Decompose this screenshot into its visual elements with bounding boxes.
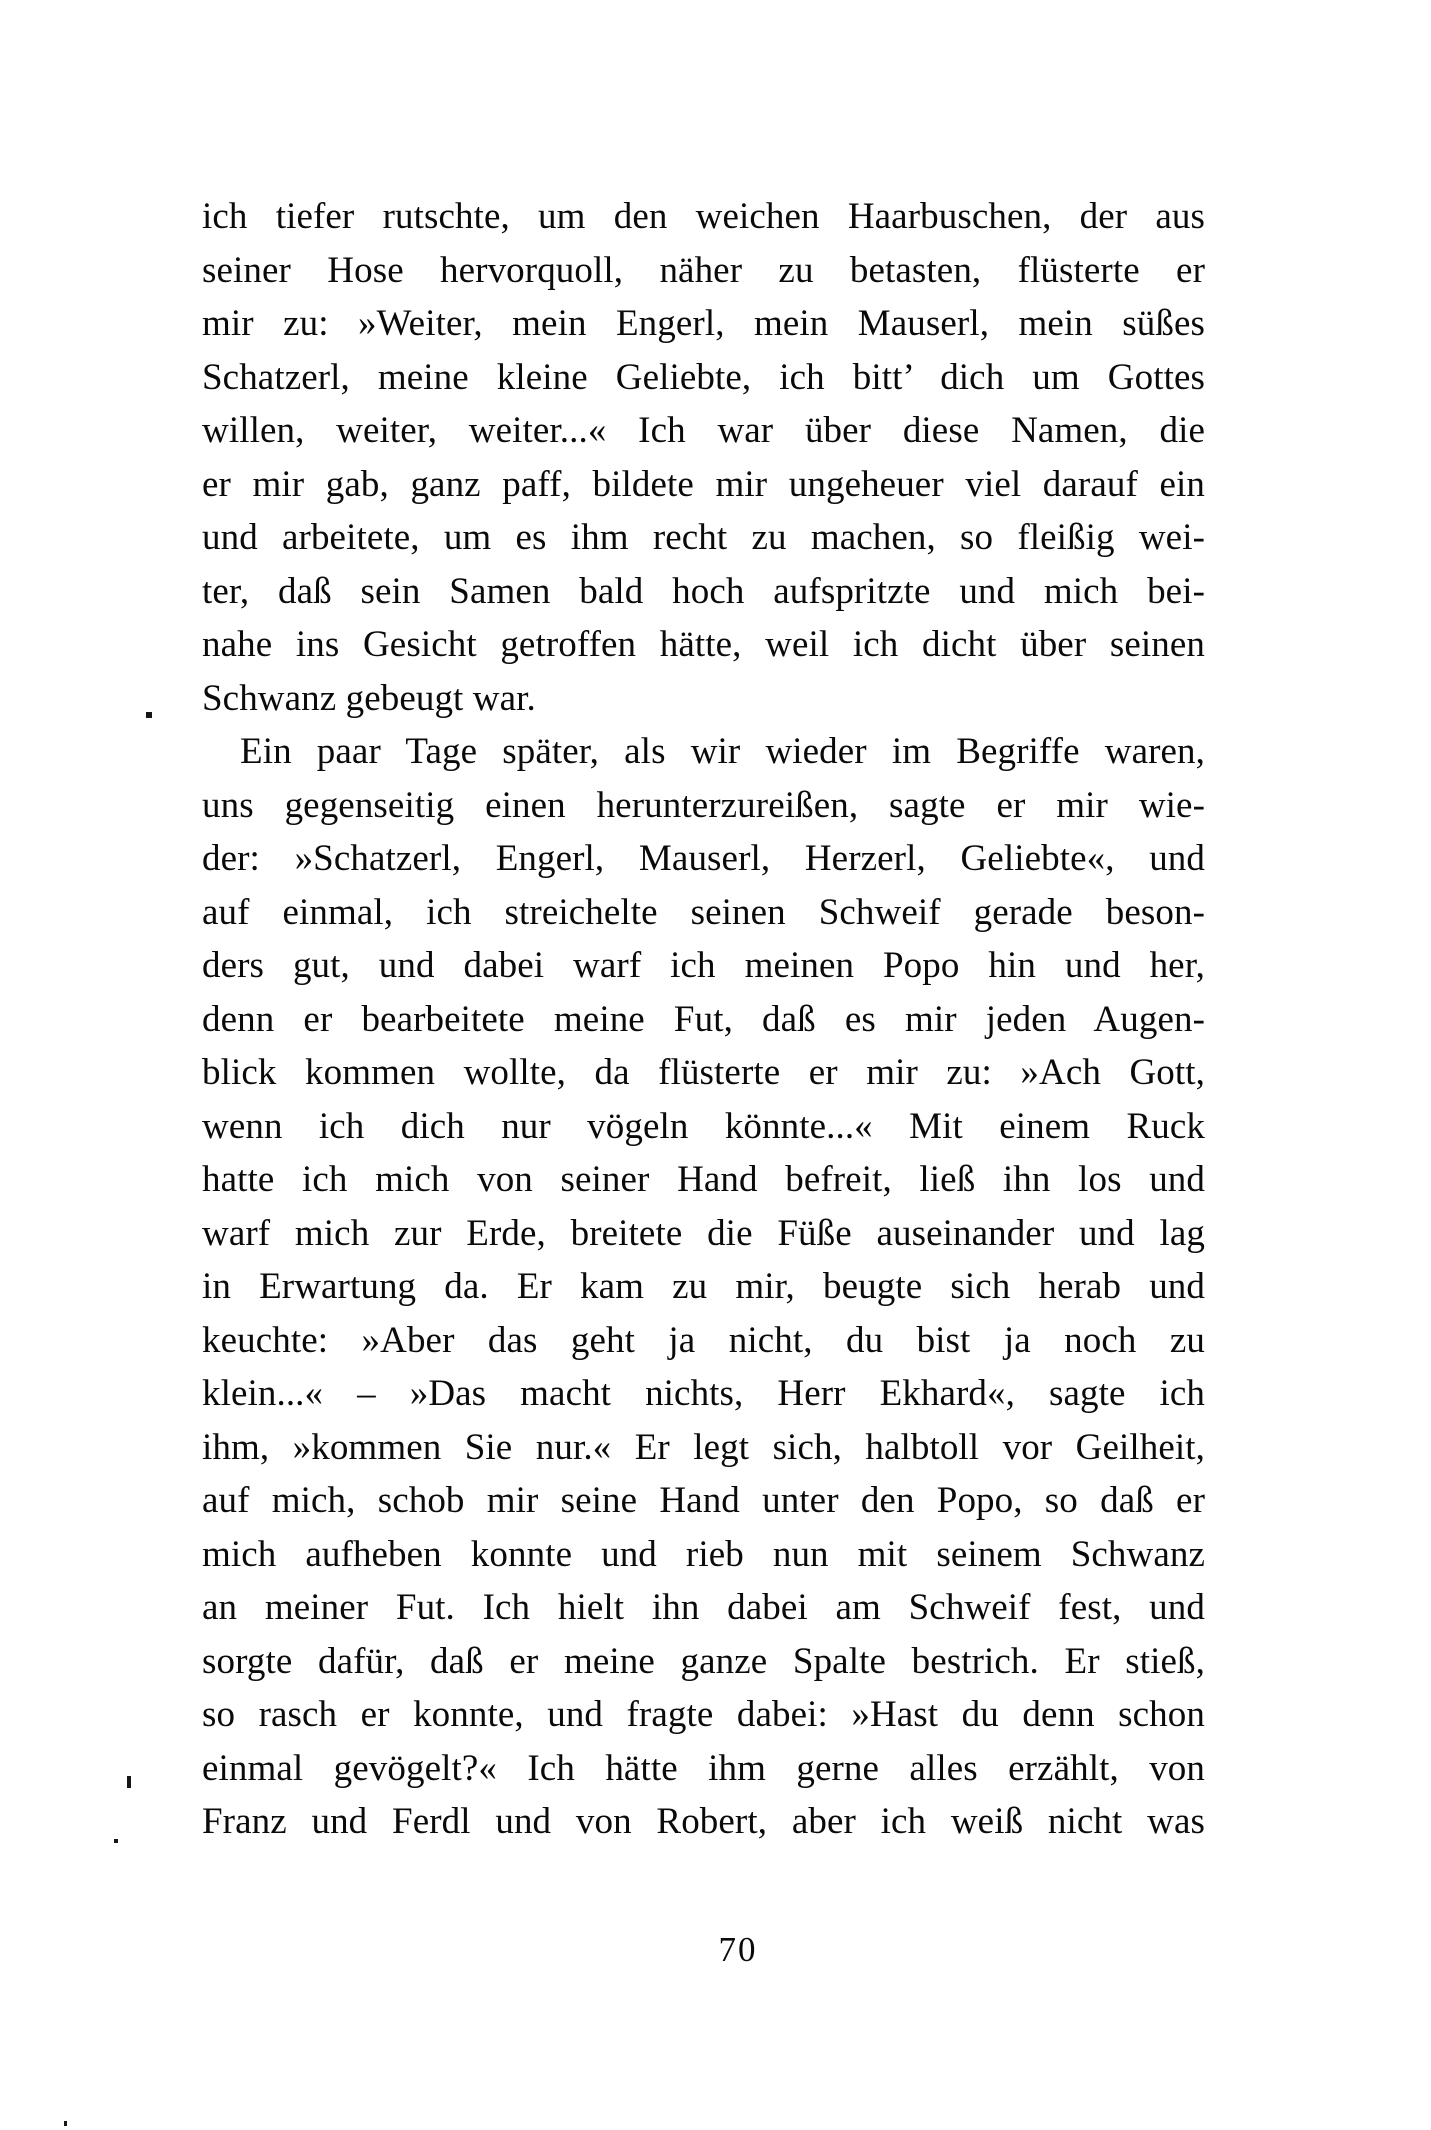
text-line: blick kommen wollte, da flüsterte er mir zu: »Ach Gott, <box>202 1052 1205 1093</box>
text-line: mich aufheben konnte und rieb nun mit seinem Schwanz <box>202 1533 1205 1575</box>
text-line: auf mich, schob mir seine Hand unter den Popo, so daß er <box>202 1480 1205 1521</box>
text-line: uns gegenseitig einen herunterzureißen, sagte er mir wie- <box>202 784 1205 826</box>
text-line-paragraph-start: Ein paar Tage später, als wir wieder im Begriffe waren, <box>240 731 1205 772</box>
text-line: denn er bearbeitete meine Fut, daß es mir jeden Augen- <box>202 998 1205 1040</box>
text-line: und arbeitete, um es ihm recht zu machen, so fleißig wei- <box>202 517 1205 558</box>
body-text <box>202 190 1205 1849</box>
text-line: mir zu: »Weiter, mein Engerl, mein Mauserl, mein süßes <box>202 303 1205 344</box>
text-line: auf einmal, ich streichelte seinen Schweif gerade beson- <box>202 891 1205 933</box>
text-line: der: »Schatzerl, Engerl, Mauserl, Herzerl, Geliebte«, und <box>202 838 1205 879</box>
text-line-paragraph-end: Schwanz gebeugt war. <box>202 677 536 719</box>
text-line: in Erwartung da. Er kam zu mir, beugte sich herab und <box>202 1266 1205 1307</box>
text-line: Schatzerl, meine kleine Geliebte, ich bitt’ dich um Gottes <box>202 356 1205 398</box>
text-line: keuchte: »Aber das geht ja nicht, du bist ja noch zu <box>202 1319 1205 1361</box>
text-line: einmal gevögelt?« Ich hätte ihm gerne alles erzählt, von <box>202 1747 1205 1789</box>
text-line: nahe ins Gesicht getroffen hätte, weil ich dicht über seinen <box>202 624 1205 665</box>
text-line: so rasch er konnte, und fragte dabei: »Hast du denn schon <box>202 1694 1205 1735</box>
text-line: hatte ich mich von seiner Hand befreit, ließ ihn los und <box>202 1159 1205 1200</box>
text-line: sorgte dafür, daß er meine ganze Spalte bestrich. Er stieß, <box>202 1640 1205 1682</box>
text-line: an meiner Fut. Ich hielt ihn dabei am Schweif fest, und <box>202 1587 1205 1628</box>
text-line: ich tiefer rutschte, um den weichen Haarbuschen, der aus <box>202 196 1205 237</box>
text-line: wenn ich dich nur vögeln könnte...« Mit einem Ruck <box>202 1105 1205 1147</box>
scan-speck <box>114 1839 118 1843</box>
page-number: 70 <box>718 1930 758 1969</box>
text-line: ihm, »kommen Sie nur.« Er legt sich, halbtoll vor Geilheit, <box>202 1426 1205 1468</box>
text-line: Franz und Ferdl und von Robert, aber ich weiß nicht was <box>202 1801 1205 1842</box>
text-line: ter, daß sein Samen bald hoch aufspritzte und mich bei- <box>202 570 1205 612</box>
text-line: willen, weiter, weiter...« Ich war über diese Namen, die <box>202 410 1205 451</box>
scan-speck <box>127 1776 131 1788</box>
text-line: ders gut, und dabei warf ich meinen Popo hin und her, <box>202 945 1205 986</box>
scan-speck <box>64 2121 67 2126</box>
text-line: klein...« – »Das macht nichts, Herr Ekhard«, sagte ich <box>202 1373 1205 1414</box>
text-line: warf mich zur Erde, breitete die Füße auseinander und lag <box>202 1212 1205 1254</box>
text-line: er mir gab, ganz paff, bildete mir ungeheuer viel darauf ein <box>202 463 1205 505</box>
scan-speck <box>146 712 152 718</box>
text-line: seiner Hose hervorquoll, näher zu betasten, flüsterte er <box>202 249 1205 291</box>
